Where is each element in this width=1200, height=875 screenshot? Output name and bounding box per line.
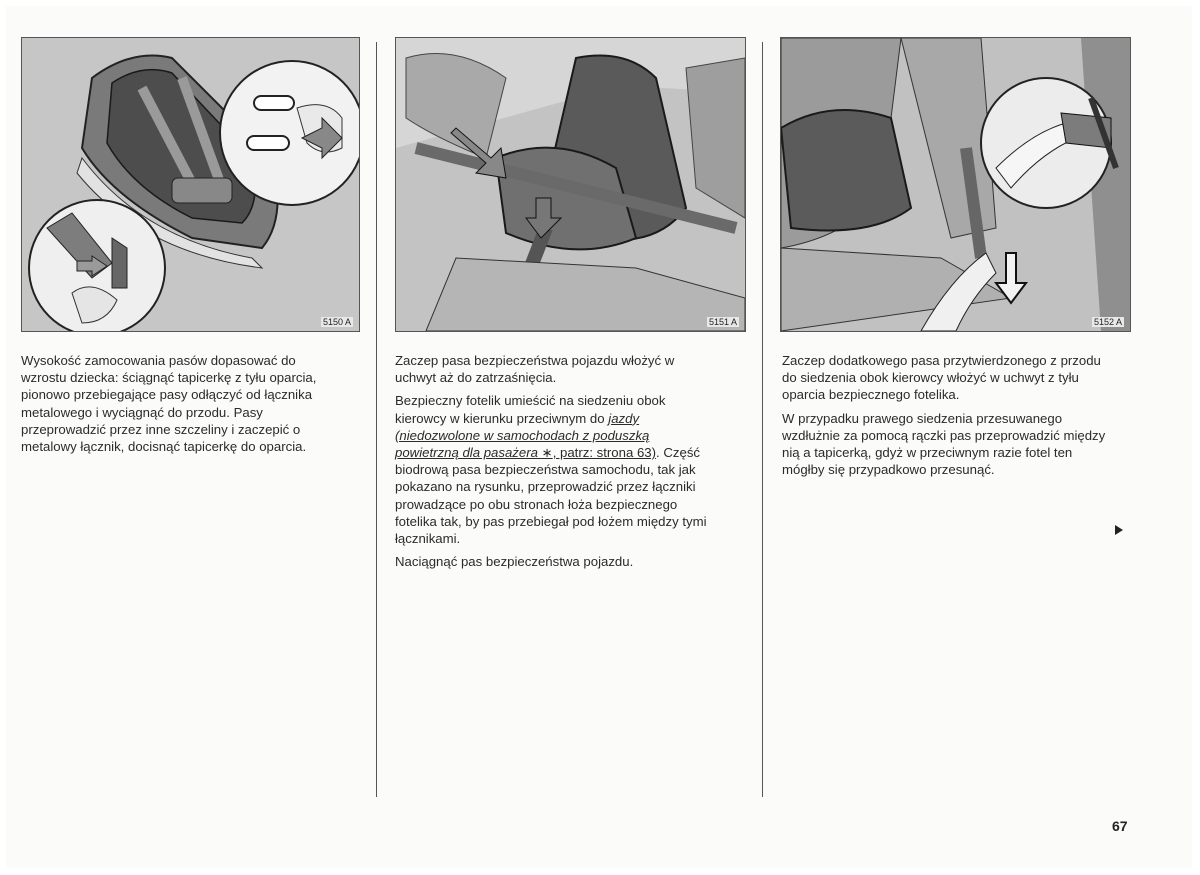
seat-belt-routing-illustration xyxy=(396,38,745,331)
paragraph xyxy=(395,392,711,547)
column-3-text xyxy=(782,352,1118,484)
paragraph-text: . Część biodrową pasa bezpieczeństwa samochodu, tak jak pokazano na rysunku, przeprowadzić przez łączniki prowadzące po obu stronach łoża bezpiecznego fotelika tak, by pas przebiegał pod łożem między tymi łącznikami. xyxy=(395,445,707,547)
page-number: 67 xyxy=(1112,818,1128,834)
manual-page xyxy=(6,6,1192,868)
column-2-text xyxy=(395,352,711,576)
figure-code: 5150 A xyxy=(322,317,351,327)
asterisk-symbol: ∗ xyxy=(541,445,553,461)
paragraph-text: Bezpieczny fotelik umieścić na siedzeniu obok kierowcy w kierunku przeciwnym do xyxy=(395,393,666,426)
figure-seat-harness-adjustment xyxy=(21,37,360,332)
paragraph: Zaczep dodatkowego pasa przytwierdzonego z przodu do siedzenia obok kierowcy włożyć w uchwyt z tyłu oparcia bezpiecznego fotelika. xyxy=(782,353,1101,403)
continue-arrow-icon xyxy=(1115,525,1123,535)
paragraph: Wysokość zamocowania pasów dopasować do wzrostu dziecka: ściągnąć tapicerkę z tyłu oparcia, pionowo przebiegające pasy odłączyć od łącznika metalowego i wyciągnąć do przodu. Pasy przeprowadzić przez inne szczeliny i zaczepić o metalowy łącznik, docisnąć tapicerkę do oparcia. xyxy=(21,353,317,455)
paragraph: Naciągnąć pas bezpieczeństwa pojazdu. xyxy=(395,554,634,570)
figure-tether-strap xyxy=(780,37,1131,332)
figure-code: 5152 A xyxy=(1093,317,1122,327)
seat-harness-illustration xyxy=(22,38,359,331)
column-1-text xyxy=(21,352,339,461)
column-divider xyxy=(376,42,377,797)
reference-text: jazdy (niedozwolone w samochodach z poduszką powietrzną dla pasażera xyxy=(395,410,650,461)
paragraph: W przypadku prawego siedzenia przesuwanego wzdłużnie za pomocą rączki pas przeprowadzić między nią a tapicerką, gdyż w przeciwnym razie fotel ten mógłby się przypadkowo przesunąć. xyxy=(782,410,1106,478)
tether-strap-illustration xyxy=(781,38,1130,331)
figure-code: 5151 A xyxy=(708,317,737,327)
paragraph: Zaczep pasa bezpieczeństwa pojazdu włożyć w uchwyt aż do zatrzaśnięcia. xyxy=(395,353,675,386)
figure-seat-belt-routing xyxy=(395,37,746,332)
column-divider xyxy=(762,42,763,797)
reference-text: , patrz: strona 63) xyxy=(552,445,657,461)
